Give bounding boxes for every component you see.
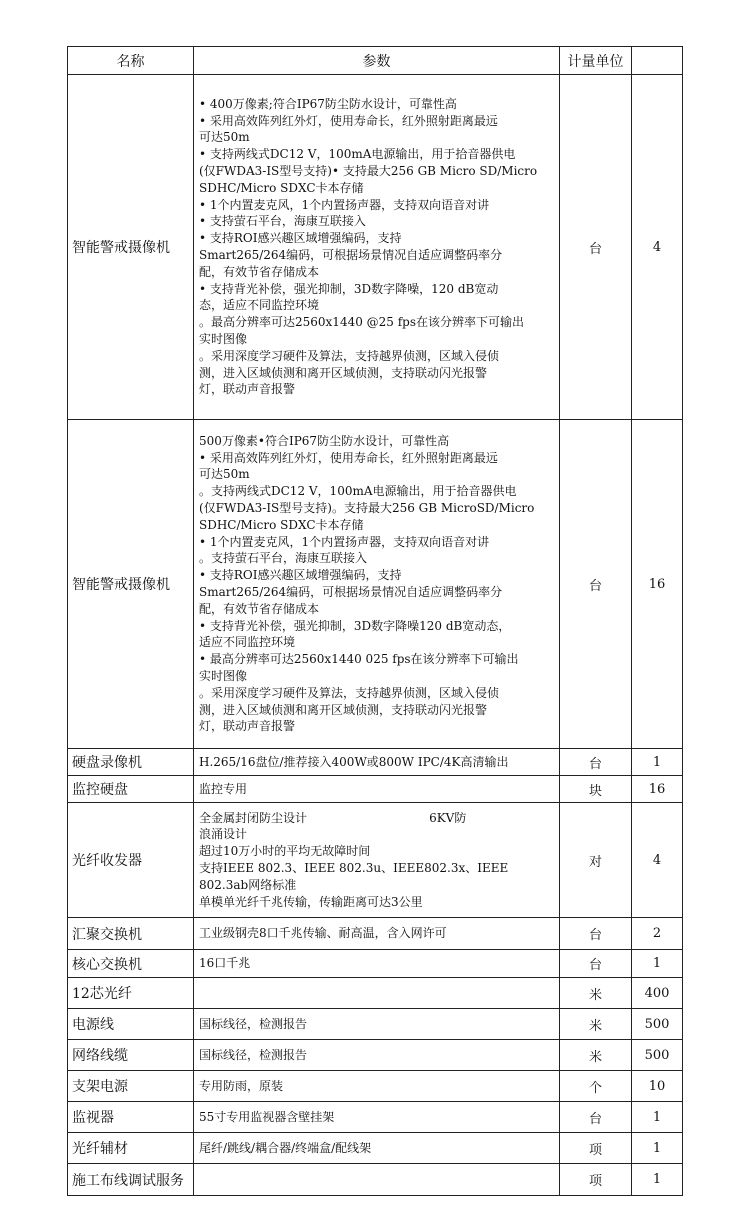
param-line: 可达50m bbox=[199, 467, 250, 482]
item-unit: 米 bbox=[560, 1040, 632, 1071]
table-row bbox=[68, 1102, 683, 1133]
param-line: 配，有效节省存储成本 bbox=[199, 264, 320, 279]
param-line: Smart265/264编码，可根据场景情况自适应调整码率分 bbox=[199, 585, 503, 599]
param-line: 。支持两线式DC12 V，100mA电源输出，用于拾音器供电 bbox=[199, 484, 517, 499]
param-line: 。最高分辨率可达2560x1440 @25 fps在该分辨率下可输出 bbox=[199, 315, 525, 330]
item-unit: 米 bbox=[560, 978, 632, 1009]
param-line: (仅FWDA3-IS型号支持)• 支持最大256 GB Micro SD/Micro bbox=[199, 164, 538, 179]
item-unit: 台 bbox=[560, 1102, 632, 1133]
item-params bbox=[194, 1040, 560, 1071]
table-row bbox=[68, 75, 683, 420]
table-row bbox=[68, 803, 683, 918]
item-qty: 1 bbox=[632, 749, 683, 776]
item-params bbox=[194, 776, 560, 803]
item-unit: 块 bbox=[560, 776, 632, 803]
item-params bbox=[194, 1102, 560, 1133]
item-params bbox=[194, 803, 560, 918]
item-qty: 500 bbox=[632, 1009, 683, 1040]
item-qty: 400 bbox=[632, 978, 683, 1009]
param-line: 灯，联动声音报警 bbox=[199, 382, 296, 397]
table-row bbox=[68, 950, 683, 978]
item-qty: 1 bbox=[632, 1164, 683, 1196]
table-row bbox=[68, 1071, 683, 1102]
item-name: 汇聚交换机 bbox=[68, 918, 194, 950]
item-unit: 台 bbox=[560, 918, 632, 950]
param-line: 配，有效节省存储成本 bbox=[199, 601, 320, 616]
item-params bbox=[194, 1009, 560, 1040]
item-qty: 4 bbox=[632, 75, 683, 420]
header-param: 参数 bbox=[194, 47, 560, 75]
param-line: 实时图像 bbox=[199, 331, 248, 346]
param-line: 单模单光纤千兆传输，传输距离可达3公里 bbox=[199, 894, 423, 909]
header-unit: 计量单位 bbox=[560, 47, 632, 75]
param-line: 测，进入区域侦测和离开区域侦测，支持联动闪光报警 bbox=[199, 702, 488, 717]
param-line: 灯，联动声音报警 bbox=[199, 719, 296, 734]
header-name: 名称 bbox=[68, 47, 194, 75]
item-unit: 台 bbox=[560, 420, 632, 749]
param-line: 国标线径，检测报告 bbox=[199, 1016, 308, 1031]
item-unit: 台 bbox=[560, 75, 632, 420]
table-row bbox=[68, 918, 683, 950]
param-line: 16口千兆 bbox=[199, 956, 251, 971]
item-unit: 项 bbox=[560, 1164, 632, 1196]
param-line: • 支持ROI感兴趣区域增强编码，支持 bbox=[199, 568, 402, 583]
param-line: 500万像素•符合IP67防尘防水设计，可靠性高 bbox=[199, 433, 450, 448]
param-line: • 最高分辨率可达2560x1440 025 fps在该分辨率下可输出 bbox=[199, 652, 519, 667]
param-line: Smart265/264编码，可根据场景情况自适应调整码率分 bbox=[199, 248, 503, 262]
param-line: 尾纤/跳线/耦合器/终端盒/配线架 bbox=[199, 1140, 372, 1155]
table-row bbox=[68, 776, 683, 803]
param-line: 专用防雨，原装 bbox=[199, 1078, 284, 1093]
item-name: 智能警戒摄像机 bbox=[68, 75, 194, 420]
item-unit: 项 bbox=[560, 1133, 632, 1164]
item-params bbox=[194, 749, 560, 776]
item-qty: 10 bbox=[632, 1071, 683, 1102]
param-line: SDHC/Micro SDXC卡本存储 bbox=[199, 180, 364, 195]
param-line: 超过10万小时的平均无故障时间 bbox=[199, 844, 371, 859]
item-qty: 1 bbox=[632, 950, 683, 978]
table-row bbox=[68, 420, 683, 749]
item-qty: 1 bbox=[632, 1102, 683, 1133]
param-line: 工业级钢壳8口千兆传输、耐高温，含入网许可 bbox=[199, 926, 447, 941]
param-line: 。采用深度学习硬件及算法，支持越界侦测，区域入侵侦 bbox=[199, 685, 500, 700]
param-line: • 1个内置麦克风，1个内置扬声器，支持双向语音对讲 bbox=[199, 197, 490, 212]
item-params bbox=[194, 950, 560, 978]
item-name: 光纤收发器 bbox=[68, 803, 194, 918]
item-name: 施工布线调试服务 bbox=[68, 1164, 194, 1196]
item-name: 核心交换机 bbox=[68, 950, 194, 978]
header-qty bbox=[632, 47, 683, 75]
param-line: 国标线径，检测报告 bbox=[199, 1047, 308, 1062]
param-line: • 1个内置麦克风，1个内置扬声器，支持双向语音对讲 bbox=[199, 534, 490, 549]
param-line: (仅FWDA3-IS型号支持)。支持最大256 GB MicroSD/Micro bbox=[199, 501, 535, 516]
param-line: 浪涌设计 bbox=[199, 827, 248, 842]
param-line: 测，进入区域侦测和离开区域侦测，支持联动闪光报警 bbox=[199, 365, 488, 380]
param-line: • 采用高效阵列红外灯，使用寿命长，红外照射距离最远 bbox=[199, 113, 498, 128]
param-line: H.265/16盘位/推荐接入400W或800W IPC/4K高清输出 bbox=[199, 754, 509, 769]
item-qty: 1 bbox=[632, 1133, 683, 1164]
item-params bbox=[194, 918, 560, 950]
param-line: • 支持ROI感兴趣区域增强编码，支持 bbox=[199, 231, 402, 246]
equipment-table bbox=[67, 46, 683, 1196]
table-row bbox=[68, 1009, 683, 1040]
param-line: • 采用高效阵列红外灯，使用寿命长，红外照射距离最远 bbox=[199, 450, 498, 465]
item-name: 支架电源 bbox=[68, 1071, 194, 1102]
item-name: 硬盘录像机 bbox=[68, 749, 194, 776]
param-line: 适应不同监控环境 bbox=[199, 635, 296, 650]
param-line: • 支持两线式DC12 V，100mA电源输出，用于拾音器供电 bbox=[199, 147, 516, 162]
item-qty: 2 bbox=[632, 918, 683, 950]
item-name: 监视器 bbox=[68, 1102, 194, 1133]
item-unit: 台 bbox=[560, 950, 632, 978]
item-params bbox=[194, 1133, 560, 1164]
item-name: 监控硬盘 bbox=[68, 776, 194, 803]
param-line: 全金属封闭防尘设计 6KV防 bbox=[199, 810, 467, 825]
param-line: 802.3ab网络标准 bbox=[199, 877, 297, 892]
param-line: 。采用深度学习硬件及算法，支持越界侦测，区域入侵侦 bbox=[199, 348, 500, 363]
param-line: 实时图像 bbox=[199, 668, 248, 683]
item-name: 网络线缆 bbox=[68, 1040, 194, 1071]
item-qty: 16 bbox=[632, 776, 683, 803]
param-line: • 支持萤石平台，海康互联接入 bbox=[199, 214, 366, 229]
item-qty: 500 bbox=[632, 1040, 683, 1071]
param-line: 。支持萤石平台，海康互联接入 bbox=[199, 551, 368, 566]
item-qty: 4 bbox=[632, 803, 683, 918]
param-line: • 400万像素;符合IP67防尘防水设计，可靠性高 bbox=[199, 96, 457, 111]
param-line: • 支持背光补偿，强光抑制，3D数字降噪120 dB宽动态， bbox=[199, 618, 511, 633]
table-row bbox=[68, 978, 683, 1009]
param-line: 支持IEEE 802.3、IEEE 802.3u、IEEE802.3x、IEEE bbox=[199, 861, 509, 875]
item-params bbox=[194, 1164, 560, 1196]
header-row bbox=[68, 47, 683, 75]
item-unit: 个 bbox=[560, 1071, 632, 1102]
item-unit: 台 bbox=[560, 749, 632, 776]
item-params bbox=[194, 420, 560, 749]
item-name: 智能警戒摄像机 bbox=[68, 420, 194, 749]
param-line: 监控专用 bbox=[199, 781, 248, 796]
item-name: 12芯光纤 bbox=[68, 978, 194, 1009]
item-qty: 16 bbox=[632, 420, 683, 749]
param-line: 可达50m bbox=[199, 130, 250, 145]
table-row bbox=[68, 1164, 683, 1196]
table-row bbox=[68, 749, 683, 776]
param-line: 55寸专用监视器含壁挂架 bbox=[199, 1109, 335, 1124]
item-name: 光纤辅材 bbox=[68, 1133, 194, 1164]
param-line: SDHC/Micro SDXC卡本存储 bbox=[199, 517, 364, 532]
table-row bbox=[68, 1133, 683, 1164]
item-params bbox=[194, 1071, 560, 1102]
item-params bbox=[194, 75, 560, 420]
item-name: 电源线 bbox=[68, 1009, 194, 1040]
item-params bbox=[194, 978, 560, 1009]
table-row bbox=[68, 1040, 683, 1071]
table-body bbox=[68, 75, 683, 1196]
param-line: • 支持背光补偿，强光抑制，3D数字降噪，120 dB宽动 bbox=[199, 281, 499, 296]
item-unit: 对 bbox=[560, 803, 632, 918]
item-unit: 米 bbox=[560, 1009, 632, 1040]
param-line: 态，适应不同监控环境 bbox=[199, 298, 320, 313]
